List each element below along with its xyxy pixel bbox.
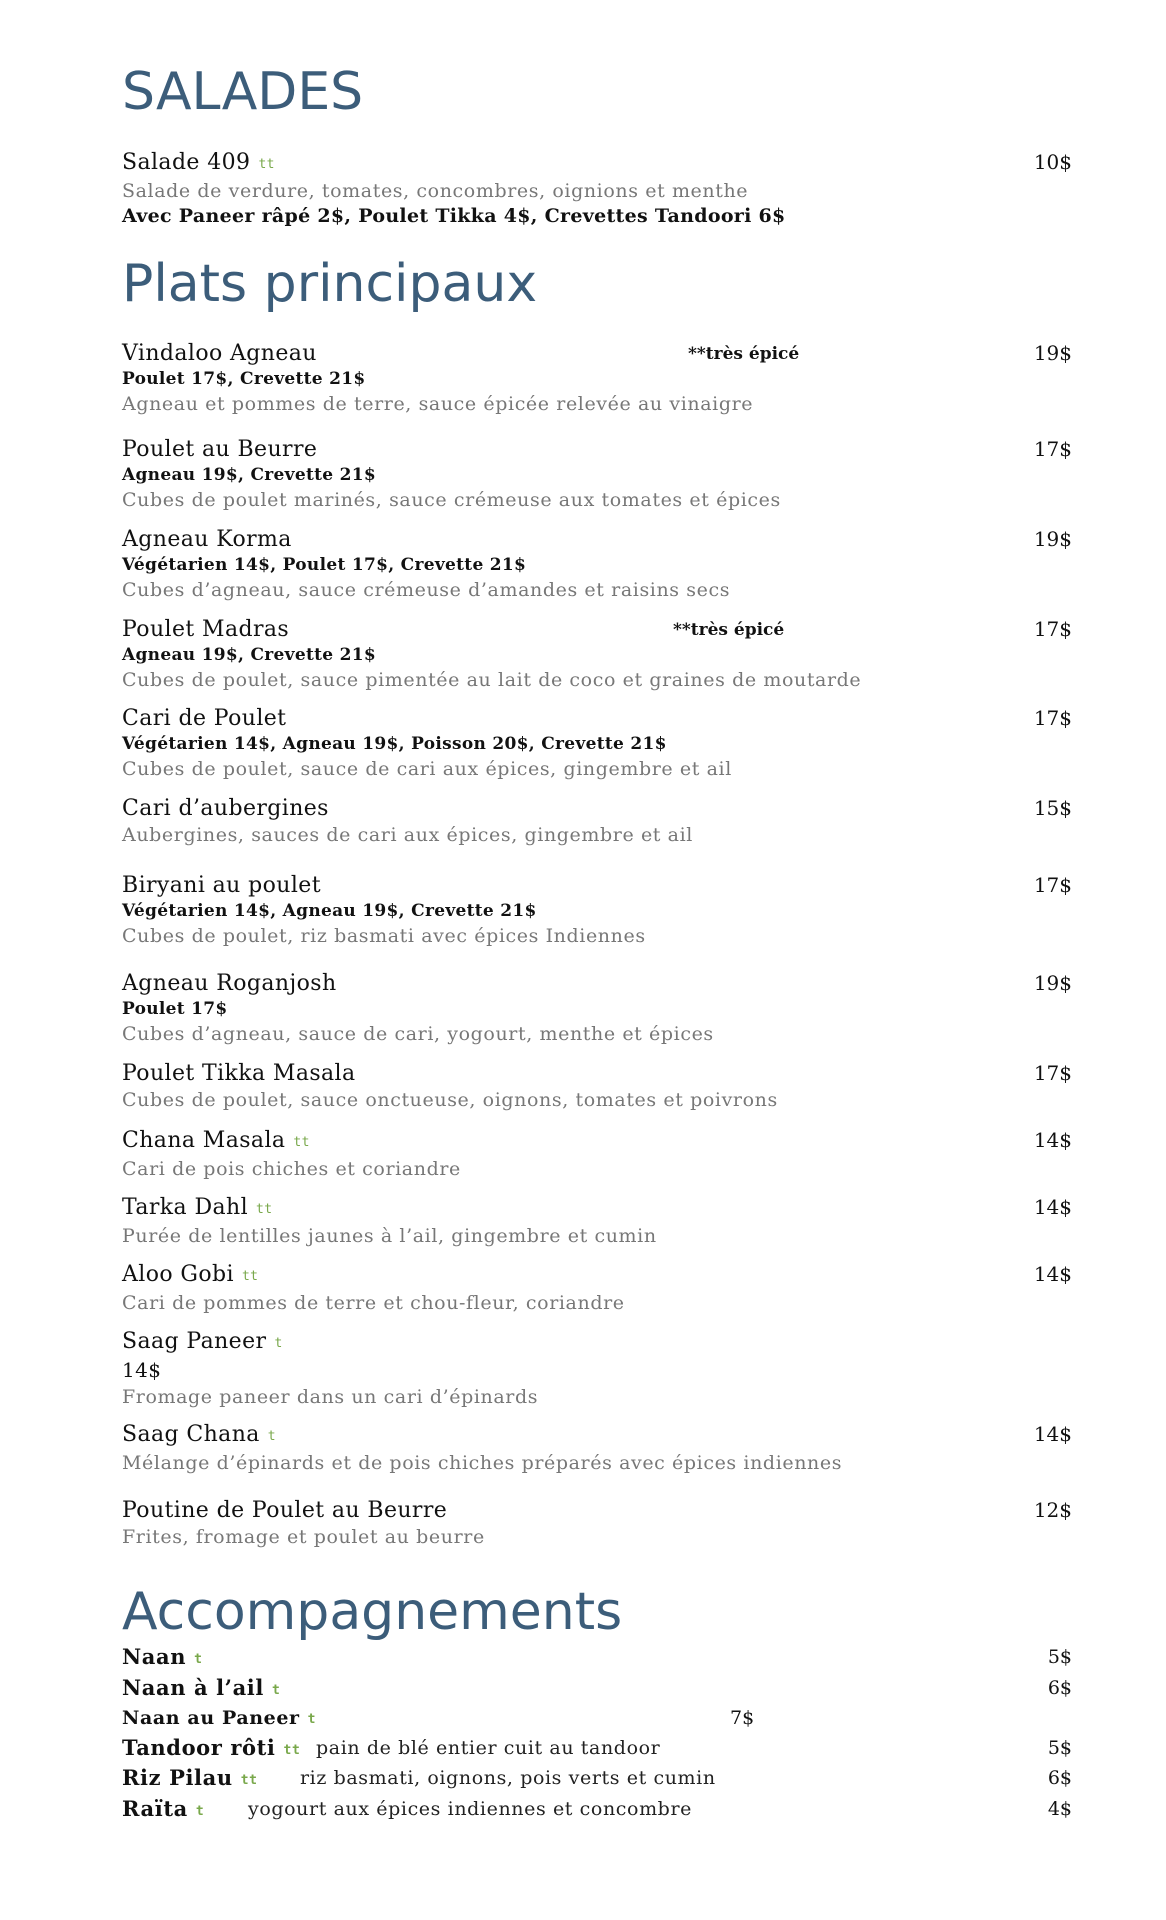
- item-description: Frites, fromage et poulet au beurre: [122, 1526, 485, 1548]
- item-price: 17$: [1033, 706, 1072, 730]
- item-extras: Avec Paneer râpé 2$, Poulet Tikka 4$, Crevettes Tandoori 6$: [122, 205, 786, 227]
- menu-item-salade-409: [122, 149, 1072, 229]
- side-name: Tandoor rôti: [122, 1735, 276, 1760]
- item-price: 19$: [1033, 341, 1072, 365]
- item-name: Aloo Gobi: [122, 1262, 234, 1287]
- vegetarian-tag: t: [267, 1429, 277, 1444]
- side-item: [122, 1795, 1072, 1823]
- side-price: 5$: [1047, 1737, 1072, 1759]
- item-variants: Végétarien 14$, Poulet 17$, Crevette 21$: [122, 555, 527, 575]
- menu-item: [122, 1421, 1072, 1476]
- vegetarian-tag: t: [195, 1804, 205, 1819]
- item-description: Cubes de poulet, sauce pimentée au lait de coco et graines de moutarde: [122, 669, 862, 691]
- item-description: Cubes d’agneau, sauce de cari, yogourt, menthe et épices: [122, 1023, 714, 1045]
- item-description: Aubergines, sauces de cari aux épices, gingembre et ail: [122, 824, 693, 846]
- item-price: 17$: [1033, 1061, 1072, 1085]
- item-name: Saag Chana: [122, 1422, 260, 1447]
- side-description: pain de blé entier cuit au tandoor: [316, 1737, 661, 1759]
- item-price: 17$: [1033, 437, 1072, 461]
- item-name: Poulet Tikka Masala: [122, 1061, 356, 1086]
- spice-note: **très épicé: [688, 344, 800, 364]
- item-name: Agneau Roganjosh: [122, 971, 337, 996]
- item-name: Agneau Korma: [122, 527, 292, 552]
- item-name: Biryani au poulet: [122, 873, 321, 898]
- item-name: Poulet au Beurre: [122, 437, 318, 462]
- spice-note: **très épicé: [673, 620, 785, 640]
- item-description: Purée de lentilles jaunes à l’ail, gingembre et cumin: [122, 1225, 657, 1247]
- menu-item: [122, 1127, 1072, 1182]
- vegetarian-tag: tt: [240, 1773, 258, 1788]
- side-price: 6$: [1047, 1767, 1072, 1789]
- side-description: yogourt aux épices indiennes et concombre: [248, 1798, 692, 1820]
- item-price: 17$: [1033, 873, 1072, 897]
- item-description: Agneau et pommes de terre, sauce épicée relevée au vinaigre: [122, 393, 754, 415]
- section-title-salads: SALADES: [122, 62, 364, 122]
- vegetarian-tag: t: [307, 1712, 317, 1727]
- vegetarian-tag: tt: [241, 1269, 259, 1284]
- side-item: [122, 1734, 1072, 1762]
- item-name: Tarka Dahl: [122, 1195, 248, 1220]
- menu-item: [122, 872, 1072, 949]
- item-description: Cubes de poulet, riz basmati avec épices Indiennes: [122, 925, 646, 947]
- item-name: Cari de Poulet: [122, 706, 287, 731]
- side-item: [122, 1643, 1072, 1671]
- menu-item: [122, 616, 1072, 693]
- menu-item: [122, 970, 1072, 1047]
- item-price: 14$: [1033, 1422, 1072, 1446]
- section-title-mains: Plats principaux: [122, 254, 538, 314]
- side-name: Raïta: [122, 1796, 188, 1821]
- menu-item: [122, 340, 1072, 417]
- menu-item: [122, 705, 1072, 782]
- item-variants: Poulet 17$: [122, 999, 228, 1019]
- side-name: Riz Pilau: [122, 1765, 233, 1790]
- item-description: Cubes de poulet marinés, sauce crémeuse aux tomates et épices: [122, 489, 781, 511]
- item-description: Fromage paneer dans un cari d’épinards: [122, 1386, 539, 1408]
- item-name: Poutine de Poulet au Beurre: [122, 1498, 448, 1523]
- side-description: riz basmati, oignons, pois verts et cumin: [300, 1767, 716, 1789]
- side-item: [122, 1764, 1072, 1792]
- item-price: 14$: [1033, 1128, 1072, 1152]
- side-item: [122, 1704, 1072, 1732]
- item-description: Cari de pois chiches et coriandre: [122, 1158, 461, 1180]
- vegetarian-tag: t: [194, 1652, 203, 1667]
- vegetarian-tag: tt: [283, 1743, 301, 1758]
- item-price: 17$: [1033, 617, 1072, 641]
- item-name: Vindaloo Agneau: [122, 341, 317, 366]
- item-name: Salade 409: [122, 150, 251, 175]
- side-price: 4$: [1047, 1798, 1072, 1820]
- item-variants: Agneau 19$, Crevette 21$: [122, 645, 376, 665]
- side-price: 5$: [1047, 1646, 1072, 1668]
- side-price: 6$: [1047, 1677, 1072, 1699]
- vegetarian-tag: tt: [293, 1135, 310, 1150]
- item-price: 14$: [122, 1358, 162, 1382]
- vegetarian-tag: t: [271, 1683, 281, 1698]
- item-variants: Poulet 17$, Crevette 21$: [122, 369, 366, 389]
- menu-item: [122, 1194, 1072, 1249]
- item-description: Cubes de poulet, sauce onctueuse, oignons, tomates et poivrons: [122, 1089, 778, 1111]
- menu-item: [122, 1497, 1072, 1550]
- side-name: Naan au Paneer: [122, 1707, 300, 1729]
- menu-item: [122, 526, 1072, 603]
- side-name: Naan: [122, 1644, 187, 1669]
- item-name: Cari d’aubergines: [122, 796, 329, 821]
- item-name: Poulet Madras: [122, 617, 290, 642]
- side-name: Naan à l’ail: [122, 1675, 264, 1700]
- item-description: Mélange d’épinards et de pois chiches préparés avec épices indiennes: [122, 1452, 843, 1474]
- item-price: 14$: [1033, 1262, 1072, 1286]
- item-price: 10$: [1033, 150, 1072, 174]
- menu-item: [122, 436, 1072, 513]
- menu-item: [122, 1261, 1072, 1316]
- section-title-sides: Accompagnements: [122, 1582, 623, 1642]
- item-description: Cubes d’agneau, sauce crémeuse d’amandes et raisins secs: [122, 579, 731, 601]
- item-variants: Agneau 19$, Crevette 21$: [122, 465, 376, 485]
- vegetarian-tag: t: [274, 1336, 283, 1351]
- item-name: Saag Paneer: [122, 1329, 267, 1354]
- item-variants: Végétarien 14$, Agneau 19$, Crevette 21$: [122, 901, 537, 921]
- item-description: Salade de verdure, tomates, concombres, oignions et menthe: [122, 180, 749, 202]
- vegetarian-tag: tt: [258, 157, 275, 172]
- item-description: Cari de pommes de terre et chou-fleur, coriandre: [122, 1292, 625, 1314]
- item-name: Chana Masala: [122, 1128, 286, 1153]
- menu-item: [122, 795, 1072, 848]
- side-price: 7$: [730, 1707, 755, 1729]
- item-variants: Végétarien 14$, Agneau 19$, Poisson 20$, Crevette 21$: [122, 734, 667, 754]
- item-price: 12$: [1033, 1498, 1072, 1522]
- item-price: 19$: [1033, 971, 1072, 995]
- item-description: Cubes de poulet, sauce de cari aux épices, gingembre et ail: [122, 758, 732, 780]
- vegetarian-tag: tt: [256, 1202, 273, 1217]
- menu-item: [122, 1060, 1072, 1113]
- menu-item: [122, 1328, 1072, 1410]
- side-item: [122, 1674, 1072, 1702]
- item-price: 14$: [1033, 1195, 1072, 1219]
- item-price: 15$: [1033, 796, 1072, 820]
- item-price: 19$: [1033, 527, 1072, 551]
